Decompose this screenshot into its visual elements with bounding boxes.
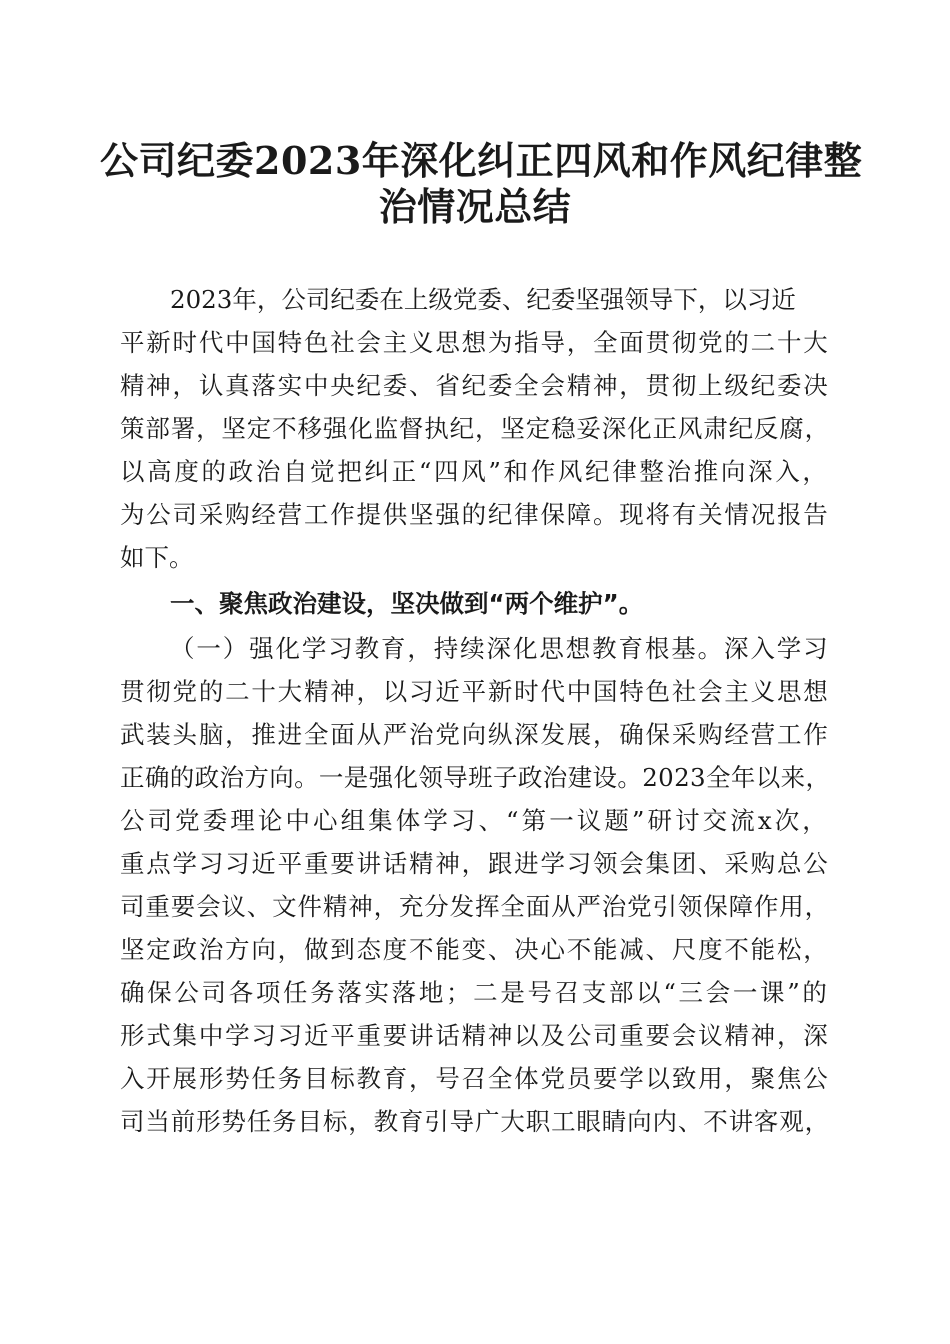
paragraph-2-line: 坚定政治方向，做到态度不能变、决心不能减、尺度不能松， [120,935,830,964]
paragraph-1-line: 精神，认真落实中央纪委、省纪委全会精神，贯彻上级纪委决 [120,371,830,400]
paragraph-2-line: 贯彻党的二十大精神，以习近平新时代中国特色社会主义思想 [120,677,830,706]
paragraph-1-line: 如下。 [120,543,194,572]
paragraph-2-line: 确保公司各项任务落实落地；二是号召支部以“三会一课”的 [120,978,830,1007]
paragraph-2-line: 武装头脑，推进全面从严治党向纵深发展，确保采购经营工作 [120,720,830,749]
section-heading: 一、聚焦政治建设，坚决做到“两个维护”。 [170,589,644,618]
paragraph-1-line: 平新时代中国特色社会主义思想为指导，全面贯彻党的二十大 [120,328,830,357]
paragraph-1-line: 2023年，公司纪委在上级党委、纪委坚强领导下，以习近 [170,285,796,314]
paragraph-2-line: 正确的政治方向。一是强化领导班子政治建设。2023全年以来， [120,763,831,792]
paragraph-2-line: （一）强化学习教育，持续深化思想教育根基。深入学习 [170,634,830,663]
paragraph-1-line: 为公司采购经营工作提供坚强的纪律保障。现将有关情况报告 [120,500,830,529]
paragraph-2-line: 司当前形势任务目标，教育引导广大职工眼睛向内、不讲客观， [120,1107,830,1136]
title-line: 治情况总结 [378,184,572,229]
paragraph-2-line: 重点学习习近平重要讲话精神，跟进学习领会集团、采购总公 [120,849,830,878]
paragraph-1-line: 策部署，坚定不移强化监督执纪，坚定稳妥深化正风肃纪反腐， [120,414,830,443]
paragraph-2-line: 入开展形势任务目标教育，号召全体党员要学以致用，聚焦公 [120,1064,830,1093]
title-line: 公司纪委2023年深化纠正四风和作风纪律整 [100,138,863,183]
paragraph-1-line: 以高度的政治自觉把纠正“四风”和作风纪律整治推向深入， [120,457,830,486]
paragraph-2-line: 司重要会议、文件精神，充分发挥全面从严治党引领保障作用， [120,892,830,921]
paragraph-2-line: 公司党委理论中心组集体学习、“第一议题”研讨交流x次， [120,806,830,835]
paragraph-2-line: 形式集中学习习近平重要讲话精神以及公司重要会议精神，深 [120,1021,830,1050]
